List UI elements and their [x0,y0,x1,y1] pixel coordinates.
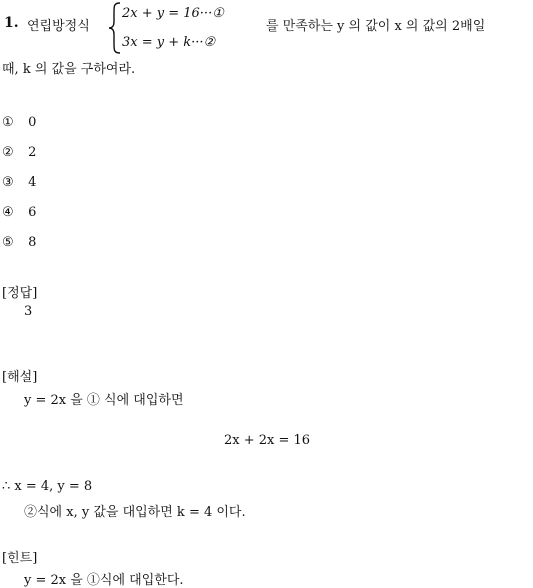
choice-1-value: 0 [28,115,37,130]
system-equation-1: 2x + y = 16···① [122,6,224,21]
explanation-label: [해설] [2,370,38,385]
choice-5-value: 8 [28,235,37,250]
question-suffix: 를 만족하는 y 의 값이 x 의 값의 2배일 [266,19,486,34]
system-brace [108,2,122,54]
choice-3-mark: ③ [2,175,14,190]
explanation-equation: 2x + 2x = 16 [224,433,311,448]
choice-5[interactable] [2,235,36,250]
question-number: 1. [4,15,19,31]
answer-label: [정답] [2,286,38,301]
choice-4-value: 6 [28,205,37,220]
explanation-line-1: y = 2x 을 ① 식에 대입하면 [24,393,184,408]
choice-3[interactable] [2,175,36,190]
question-line-2: 때, k 의 값을 구하여라. [2,62,136,77]
choice-4[interactable] [2,205,36,220]
explanation-therefore: ∴ x = 4, y = 8 [2,479,93,494]
choice-1-mark: ① [2,115,14,130]
choice-5-mark: ⑤ [2,235,14,250]
choice-4-mark: ④ [2,205,14,220]
choice-2[interactable] [2,145,36,160]
answer-value: 3 [24,304,33,319]
system-equation-2: 3x = y + k···② [122,35,216,50]
choice-2-mark: ② [2,145,14,160]
choice-1[interactable] [2,115,36,130]
hint-line-1: y = 2x 을 ①식에 대입한다. [24,573,184,588]
choice-2-value: 2 [28,145,37,160]
question-prefix: 연립방정식 [27,19,90,34]
explanation-line-3: ②식에 x, y 값을 대입하면 k = 4 이다. [24,505,246,520]
choice-3-value: 4 [28,175,37,190]
hint-label: [힌트] [2,551,38,566]
